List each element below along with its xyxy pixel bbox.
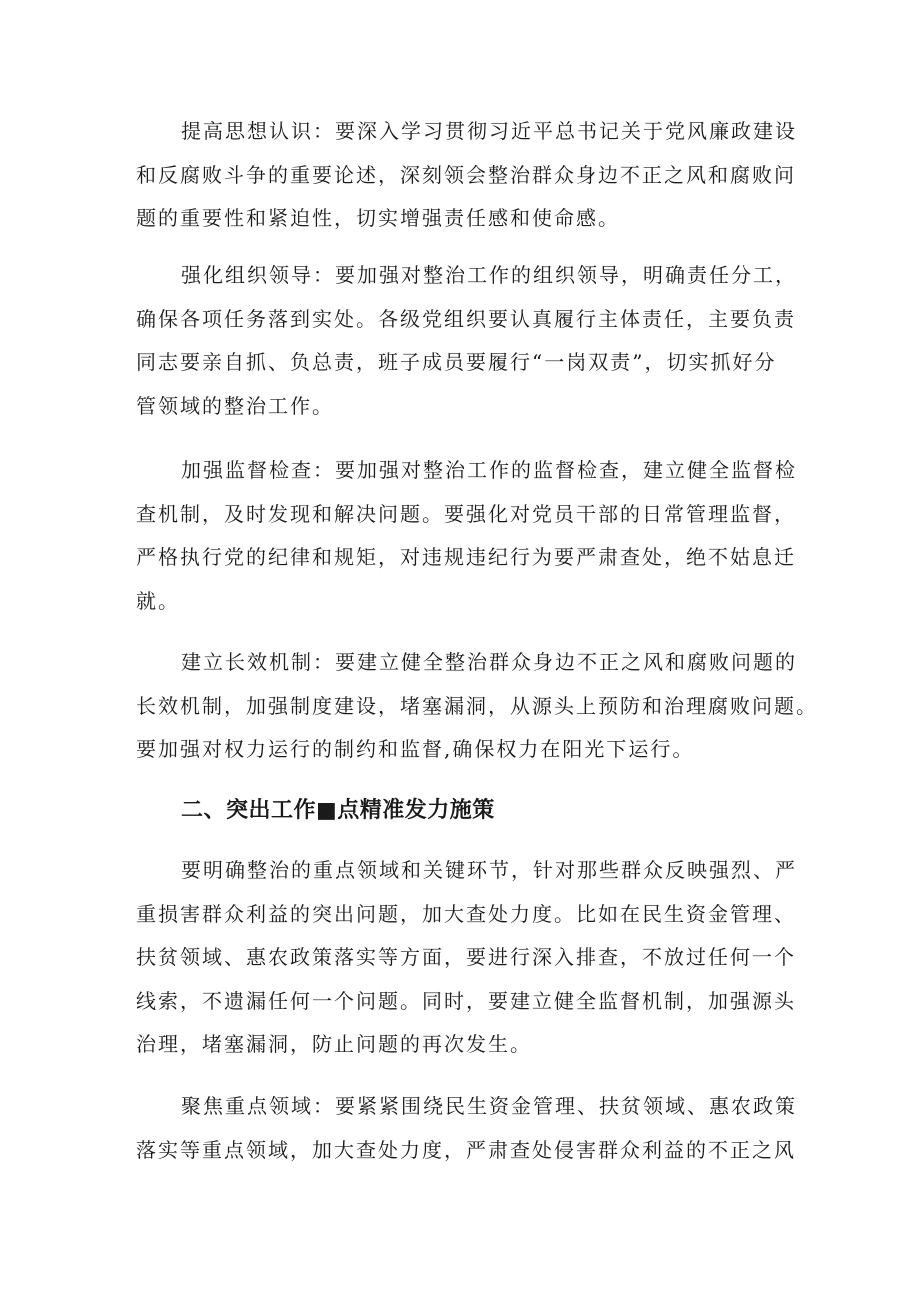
paragraph-line: 题的重要性和紧迫性，切实增强责任感和使命感。 — [136, 206, 620, 230]
paragraph-line: 治理，堵塞漏洞，防止问题的再次发生。 — [136, 1032, 532, 1056]
paragraph-line: 确保各项任务落到实处。各级党组织要认真履行主体责任，主要负责 — [136, 306, 796, 331]
paragraph-line: 要明确整治的重点领域和关键环节，针对那些群众反映强烈、严 — [181, 858, 797, 882]
paragraph-line: 严格执行党的纪律和规矩，对违规违纪行为要严肃查处，绝不姑息迁 — [136, 545, 796, 569]
paragraph-line: 长效机制，加强制度建设，堵塞漏洞，从源头上预防和治理腐败问题。 — [136, 693, 818, 718]
paragraph-line: 就。 — [136, 588, 180, 613]
paragraph-line: 要加强对权力运行的制约和监督,确保权力在阳光下运行。 — [136, 737, 695, 761]
paragraph-raise-awareness — [136, 110, 798, 241]
paragraph-key-areas — [136, 849, 798, 1067]
paragraph-focus-areas — [136, 1085, 798, 1172]
paragraph-line: 落实等重点领域，加大查处力度，严肃查处侵害群众利益的不正之风 — [136, 1137, 796, 1162]
paragraph-line: 管领域的整治工作。 — [136, 393, 334, 418]
paragraph-supervision — [136, 449, 798, 623]
paragraph-line: 聚焦重点领域：要紧紧围绕民生资金管理、扶贫领域、惠农政策 — [181, 1094, 797, 1118]
paragraph-line: 提高思想认识：要深入学习贯彻习近平总书记关于党风廉政建设 — [181, 119, 797, 143]
paragraph-long-term-mechanism — [136, 641, 818, 772]
paragraph-line: 查机制，及时发现和解决问题。要强化对党员干部的日常管理监督， — [136, 501, 796, 526]
section-heading: 二、突出工作■点精准发力施策 — [181, 798, 495, 823]
paragraph-line: 加强监督检查：要加强对整治工作的监督检查，建立健全监督检 — [181, 458, 797, 482]
paragraph-line: 建立长效机制：要建立健全整治群众身边不正之风和腐败问题的 — [181, 650, 797, 674]
paragraph-line: 同志要亲自抓、负总责，班子成员要履行“一岗双责”，切实抓好分 — [136, 350, 777, 374]
paragraph-line: 强化组织领导：要加强对整治工作的组织领导，明确责任分工， — [181, 263, 797, 287]
paragraph-line: 扶贫领域、惠农政策落实等方面，要进行深入排查，不放过任何一个 — [136, 945, 796, 969]
paragraph-line: 和反腐败斗争的重要论述，深刻领会整治群众身边不正之风和腐败问 — [136, 162, 796, 187]
paragraph-strengthen-leadership — [136, 254, 798, 428]
paragraph-line: 重损害群众利益的突出问题，加大查处力度。比如在民生资金管理、 — [136, 901, 796, 926]
paragraph-line: 线索，不遗漏任何一个问题。同时，要建立健全监督机制，加强源头 — [136, 988, 796, 1013]
